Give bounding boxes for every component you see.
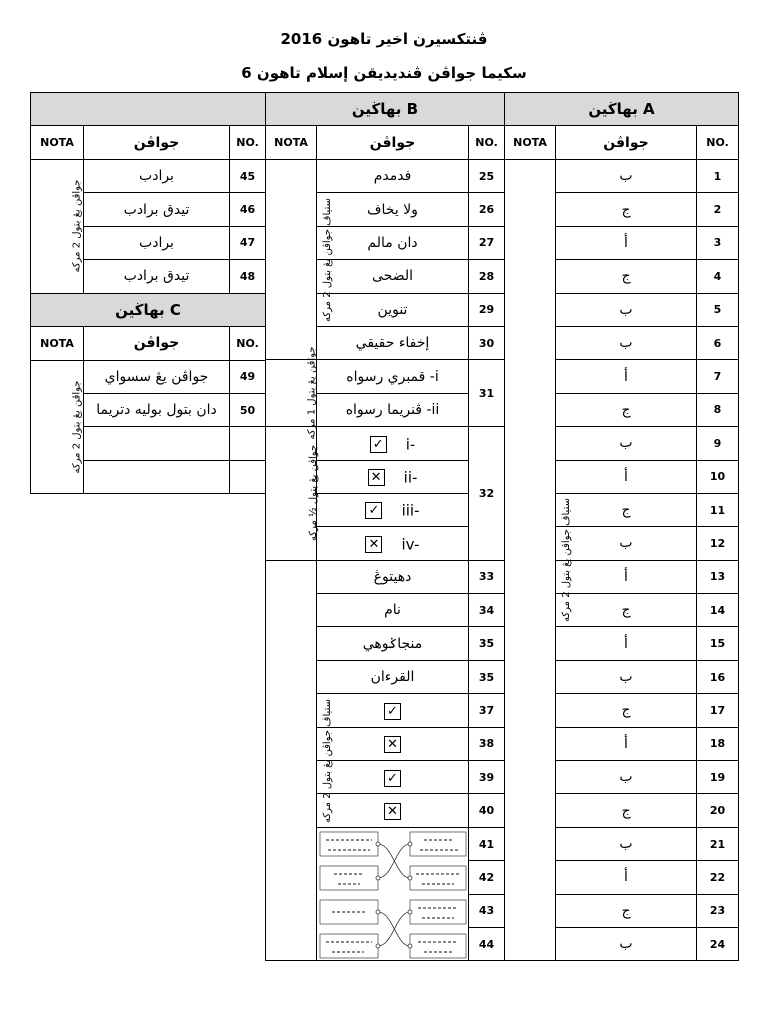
- answer-cell: ii- ڤنريما رسواه: [317, 393, 469, 426]
- answer-cell: ج: [556, 794, 697, 827]
- answer-cell: ج: [556, 594, 697, 627]
- answer-cell: ج: [556, 894, 697, 927]
- section-a-table: [504, 92, 739, 961]
- cross-icon: ✕: [368, 469, 385, 486]
- question-number: 14: [697, 594, 739, 627]
- nota-header: NOTA: [266, 126, 317, 160]
- cross-icon: ✕: [384, 803, 401, 820]
- question-number: 25: [469, 160, 505, 193]
- answer-cell: دان مالم: [317, 226, 469, 259]
- nota-text: ستياڤ جواڤن يڠ بتول 2 مرکه: [560, 498, 572, 623]
- question-number: 16: [697, 660, 739, 693]
- answer-cell: [317, 727, 469, 760]
- nota-text: ستياڤ جواڤن يڠ بتول 2 مرکه: [321, 197, 333, 322]
- roman-label: i-: [405, 435, 416, 454]
- answer-cell: ب: [556, 827, 697, 860]
- question-number: 39: [469, 761, 505, 794]
- section-b-label: بهاڬين B: [266, 93, 505, 126]
- answer-cell: تيدق برادب: [84, 260, 230, 293]
- table-row: [266, 160, 505, 193]
- question-number: 38: [469, 727, 505, 760]
- empty-cell: [84, 460, 230, 493]
- nota-cell: [31, 360, 84, 494]
- answer-cell: تنوين: [317, 293, 469, 326]
- table-row: [31, 360, 266, 393]
- nota-text: ستياڤ جواڤن يڠ بتول 2 مرکه: [321, 698, 333, 823]
- question-number: 19: [697, 761, 739, 794]
- nota-header: NOTA: [31, 126, 84, 160]
- question-number: 28: [469, 260, 505, 293]
- question-number: 18: [697, 727, 739, 760]
- answer-cell: ج: [556, 694, 697, 727]
- question-number: 8: [697, 393, 739, 426]
- question-number: 41: [469, 827, 505, 860]
- answer-cell: [317, 460, 469, 493]
- no-header: NO.: [469, 126, 505, 160]
- question-number: 31: [469, 360, 505, 427]
- answer-cell: ب: [556, 761, 697, 794]
- roman-label: iv-: [401, 535, 420, 554]
- no-header: NO.: [230, 326, 266, 360]
- section-a-label: بهاڬين A: [505, 93, 739, 126]
- answer-cell: نام: [317, 594, 469, 627]
- answer-cell: دان بتول بوليه دتريما: [84, 393, 230, 426]
- answer-cell: أ: [556, 727, 697, 760]
- question-number: 21: [697, 827, 739, 860]
- question-number: 7: [697, 360, 739, 393]
- answer-cell: منجاݢوهي: [317, 627, 469, 660]
- question-number: 10: [697, 460, 739, 493]
- answer-cell: ب: [556, 293, 697, 326]
- answer-cell: ب: [556, 527, 697, 560]
- question-number: 2: [697, 193, 739, 226]
- nota-header: NOTA: [505, 126, 556, 160]
- answer-cell: أ: [556, 226, 697, 259]
- question-number: 4: [697, 260, 739, 293]
- question-number: 6: [697, 326, 739, 359]
- question-number: 32: [469, 427, 505, 561]
- question-number: 37: [469, 694, 505, 727]
- answer-cell: برادب: [84, 226, 230, 259]
- answer-cell: ب: [556, 660, 697, 693]
- roman-label: ii-: [403, 468, 418, 487]
- answer-cell: [317, 761, 469, 794]
- jawapan-header: جواڤن: [556, 126, 697, 160]
- nota-cell: [31, 160, 84, 294]
- jawapan-header: جواڤن: [317, 126, 469, 160]
- question-number: 23: [697, 894, 739, 927]
- question-number: 13: [697, 560, 739, 593]
- answer-cell: أ: [556, 360, 697, 393]
- answer-cell: ج: [556, 493, 697, 526]
- cross-icon: ✕: [365, 536, 382, 553]
- answer-cell: برادب: [84, 160, 230, 193]
- table-row: [31, 160, 266, 193]
- question-number: 44: [469, 927, 505, 960]
- question-number: 20: [697, 794, 739, 827]
- question-number: 49: [230, 360, 266, 393]
- question-number: 15: [697, 627, 739, 660]
- question-number: 26: [469, 193, 505, 226]
- answer-cell: الضحى: [317, 260, 469, 293]
- answer-cell: إخفاء حقيقي: [317, 326, 469, 359]
- check-icon: ✓: [370, 436, 387, 453]
- answer-cell: أ: [556, 460, 697, 493]
- answer-cell: [317, 427, 469, 460]
- question-number: 34: [469, 594, 505, 627]
- answer-cell: [317, 527, 469, 560]
- nota-text: جواڤن يڠ بتول 1 مرکه: [306, 346, 318, 440]
- answer-cell: تيدق برادب: [84, 193, 230, 226]
- question-number: 42: [469, 861, 505, 894]
- matching-diagram: [317, 827, 469, 961]
- answer-cell: ولا يخاف: [317, 193, 469, 226]
- question-number: 12: [697, 527, 739, 560]
- no-header: NO.: [230, 126, 266, 160]
- document-subtitle: سکيما جواڤن ڤنديديقن إسلام تاهون 6: [241, 64, 527, 82]
- question-number: 11: [697, 493, 739, 526]
- check-icon: ✓: [384, 770, 401, 787]
- question-number: 29: [469, 293, 505, 326]
- question-number: 46: [230, 193, 266, 226]
- nota-cell: [505, 160, 572, 961]
- question-number: 47: [230, 226, 266, 259]
- table-row: [266, 360, 505, 393]
- question-number: 27: [469, 226, 505, 259]
- answer-cell: [317, 794, 469, 827]
- question-number: 3: [697, 226, 739, 259]
- answer-cell: أ: [556, 861, 697, 894]
- document-title: ڤنتکسيرن اخير تاهون 2016: [280, 30, 488, 48]
- table-row: [266, 427, 505, 460]
- question-number: 33: [469, 560, 505, 593]
- empty-cell: [84, 427, 230, 460]
- question-number: 35: [469, 660, 505, 693]
- question-number: 1: [697, 160, 739, 193]
- answer-cell: القرءان: [317, 660, 469, 693]
- no-header: NO.: [697, 126, 739, 160]
- section-b-table: [265, 92, 505, 961]
- question-number: 17: [697, 694, 739, 727]
- answer-cell: دهيتوڠ: [317, 560, 469, 593]
- check-icon: ✓: [384, 703, 401, 720]
- answer-cell: ب: [556, 927, 697, 960]
- answer-cell: i- قمبري رسواه: [317, 360, 469, 393]
- question-number: 22: [697, 861, 739, 894]
- answer-cell: [317, 694, 469, 727]
- check-icon: ✓: [365, 502, 382, 519]
- table-row: [266, 560, 505, 593]
- question-number: 9: [697, 427, 739, 460]
- answer-cell: فدمدم: [317, 160, 469, 193]
- question-number: 24: [697, 927, 739, 960]
- question-number: 5: [697, 293, 739, 326]
- question-number: 43: [469, 894, 505, 927]
- answer-cell: ب: [556, 160, 697, 193]
- jawapan-header: جواڤن: [84, 326, 230, 360]
- table-row: [505, 160, 739, 193]
- section-c-label: بهاڬين C: [31, 293, 266, 326]
- empty-cell: [230, 460, 266, 493]
- answer-cell: أ: [556, 627, 697, 660]
- answer-cell: [317, 493, 469, 526]
- answer-cell: ب: [556, 427, 697, 460]
- roman-label: iii-: [401, 501, 420, 520]
- nota-text: جواڤن يڠ بتول 2 مرکه: [71, 179, 83, 273]
- answer-cell: أ: [556, 560, 697, 593]
- question-number: 30: [469, 326, 505, 359]
- blank-header: [31, 93, 266, 126]
- answer-cell: جواڤن يڠ سسواي: [84, 360, 230, 393]
- question-number: 50: [230, 393, 266, 426]
- nota-cell: [266, 560, 333, 961]
- nota-cell: [266, 346, 318, 440]
- nota-cell: [266, 160, 333, 360]
- answer-cell: ج: [556, 393, 697, 426]
- question-number: 40: [469, 794, 505, 827]
- nota-text: جواڤن يڠ بتول ½ مرکه: [308, 445, 320, 542]
- section-c-top-table: [30, 92, 266, 494]
- matching-lines: [318, 830, 468, 960]
- empty-cell: [230, 427, 266, 460]
- nota-header: NOTA: [31, 326, 84, 360]
- answer-cell: ج: [556, 193, 697, 226]
- question-number: 35: [469, 627, 505, 660]
- nota-text: جواڤن يڠ بتول 2 مرکه: [71, 380, 83, 474]
- answer-cell: ج: [556, 260, 697, 293]
- jawapan-header: جواڤن: [84, 126, 230, 160]
- question-number: 48: [230, 260, 266, 293]
- cross-icon: ✕: [384, 736, 401, 753]
- answer-cell: ب: [556, 326, 697, 359]
- nota-cell: [266, 427, 320, 561]
- question-number: 45: [230, 160, 266, 193]
